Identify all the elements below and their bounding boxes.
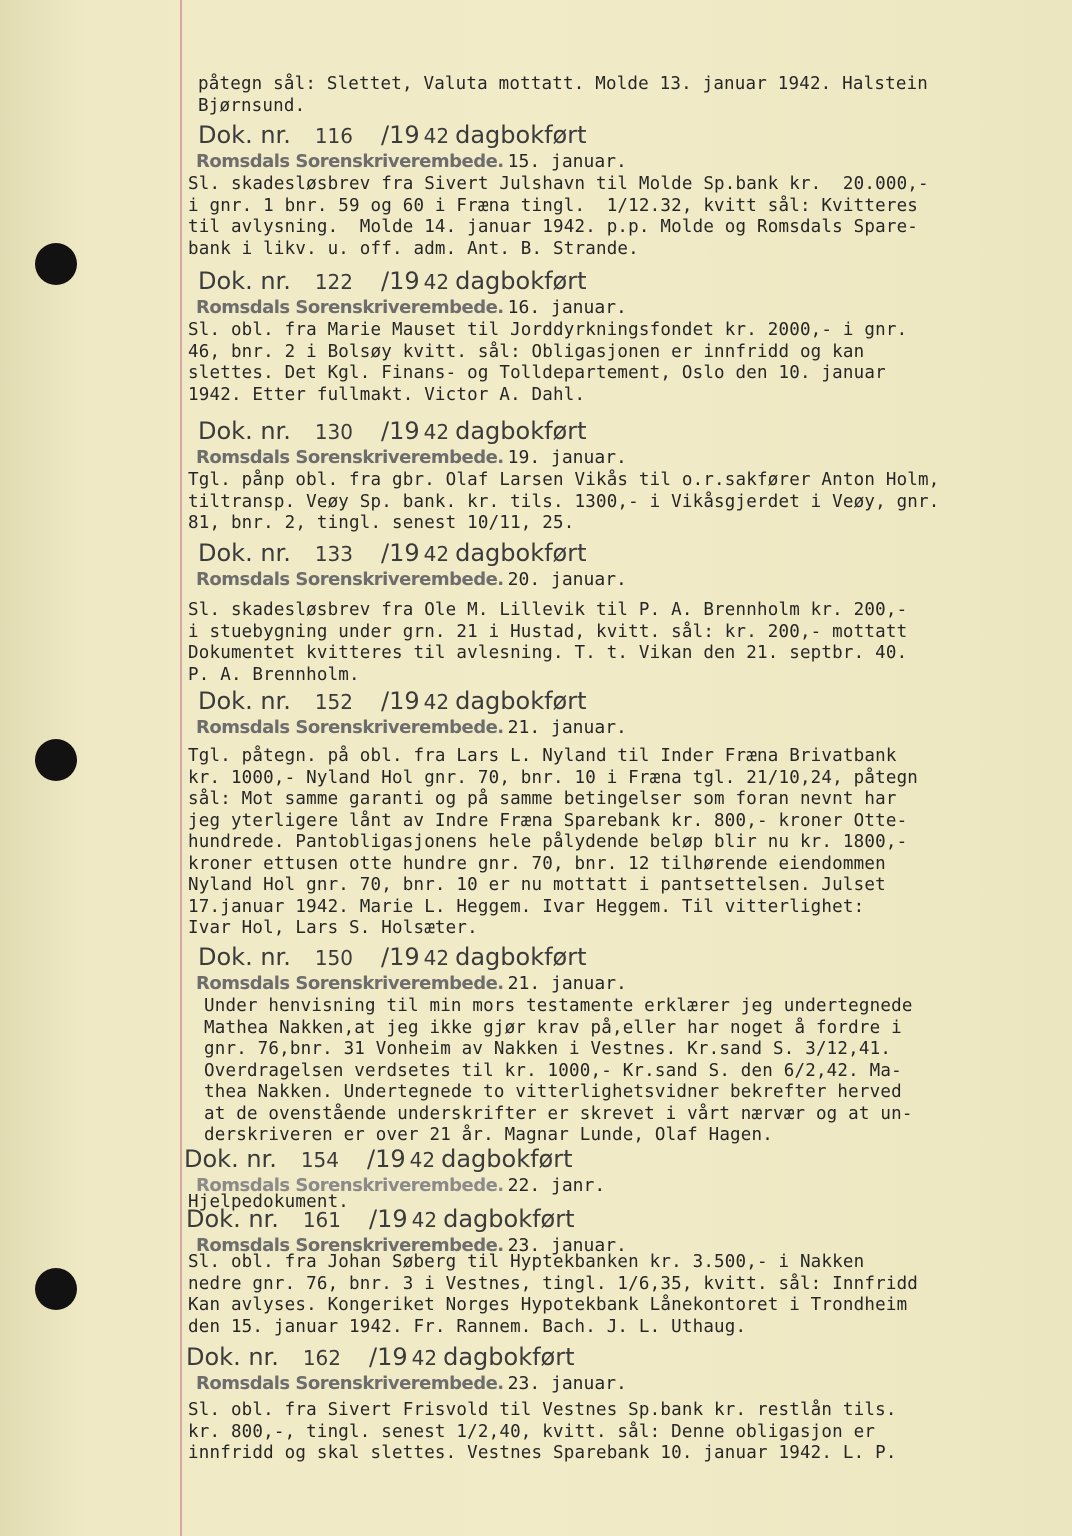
text-line: den 15. januar 1942. Fr. Rannem. Bach. J. L. Uthaug.: [188, 1316, 747, 1337]
year-suffix: 42: [423, 690, 450, 714]
text-line: Hjelpedokument.: [188, 1192, 350, 1212]
text-line: Sl. obl. fra Marie Mauset til Jorddyrkningsfondet kr. 2000,- i gnr.: [188, 320, 908, 340]
register-entry: [184, 266, 1048, 406]
entry-header: [184, 120, 1048, 150]
dok-label: Dok. nr.: [198, 417, 291, 445]
office-name: Romsdals Sorenskriverembede.: [196, 1373, 504, 1394]
entry-date: 23. januar.: [507, 1235, 627, 1256]
year-suffix: 42: [411, 1346, 438, 1370]
text-line: sål: Mot samme garanti og på samme betingelser som foran nevnt har: [188, 789, 897, 809]
text-line: 46, bnr. 2 i Bolsøy kvitt. sål: Obligasjonen er innfridd og kan: [188, 341, 865, 362]
status-stamp: dagbokført: [455, 943, 587, 971]
text-line: slettes. Det Kgl. Finans- og Tolldepartement, Oslo den 10. januar: [188, 363, 886, 383]
register-entry: [184, 538, 1048, 686]
year-prefix: /19: [381, 943, 420, 971]
punch-hole: [35, 739, 77, 781]
text-line: Bjørnsund.: [198, 95, 306, 116]
dok-label: Dok. nr.: [198, 687, 291, 715]
entry-header: [184, 1342, 1048, 1372]
text-line: derskriveren er over 21 år. Magnar Lunde, Olaf Hagen.: [204, 1125, 774, 1145]
entry-header: [184, 266, 1048, 296]
year-suffix: 42: [423, 542, 450, 566]
office-name: Romsdals Sorenskriverembede.: [196, 569, 504, 590]
text-line: i stuebygning under grn. 21 i Hustad, kvitt. sål: kr. 200,- mottatt: [188, 621, 908, 642]
status-stamp: dagbokført: [455, 121, 587, 149]
office-name: Romsdals Sorenskriverembede.: [196, 297, 504, 318]
text-line: Dokumentet kvitteres til avlesning. T. t. Vikan den 21. septbr. 40.: [188, 643, 908, 663]
register-entry: [184, 1204, 1048, 1338]
status-stamp: dagbokført: [455, 687, 587, 715]
dok-number: 162: [302, 1346, 342, 1370]
dok-number: 133: [314, 542, 354, 566]
entry-date: 21. januar.: [507, 973, 627, 994]
year-suffix: 42: [409, 1148, 436, 1172]
office-stamp: [196, 1372, 1048, 1396]
text-line: 1942. Etter fullmakt. Victor A. Dahl.: [188, 384, 586, 405]
entry-header: [184, 1204, 1048, 1234]
text-line: innfridd og skal slettes. Vestnes Sparebank 10. januar 1942. L. P.: [188, 1443, 897, 1463]
text-line: Kan avlyses. Kongeriket Norges Hypotekbank Lånekontoret i Trondheim: [188, 1295, 908, 1315]
dok-number: 150: [314, 946, 354, 970]
register-entry: [184, 686, 1048, 940]
year-prefix: /19: [381, 687, 420, 715]
dok-number: 116: [314, 124, 354, 148]
office-name: Romsdals Sorenskriverembede.: [196, 447, 504, 468]
office-stamp: [196, 716, 1048, 740]
text-line: til avlysning. Molde 14. januar 1942. p.p. Molde og Romsdals Spare-: [188, 217, 919, 237]
status-stamp: dagbokført: [455, 539, 587, 567]
text-line: Nyland Hol gnr. 70, bnr. 10 er nu mottatt i pantsettelsen. Julset: [188, 875, 886, 895]
text-line: 17.januar 1942. Marie L. Heggem. Ivar Heggem. Til vitterlighet:: [188, 896, 865, 917]
entry-date: 15. januar.: [507, 151, 627, 172]
entry-date: 16. januar.: [507, 297, 627, 318]
text-line: 81, bnr. 2, tingl. senest 10/11, 25.: [188, 513, 575, 533]
intro-paragraph: [184, 74, 1048, 117]
dok-number: 154: [300, 1148, 340, 1172]
office-name: Romsdals Sorenskriverembede.: [196, 717, 504, 738]
text-line: Tgl. påtegn. på obl. fra Lars L. Nyland til Inder Fræna Brivatbank: [188, 746, 897, 766]
text-line: Under henvisning til min mors testamente erklærer jeg undertegnede: [204, 996, 913, 1016]
register-entry: [184, 416, 1048, 535]
entry-header: [184, 942, 1048, 972]
text-line: Sl. obl. fra Sivert Frisvold til Vestnes Sp.bank kr. restlån tils.: [188, 1400, 897, 1420]
entry-date: 19. januar.: [507, 447, 627, 468]
text-line: Sl. skadesløsbrev fra Ole M. Lillevik til P. A. Brennholm kr. 200,-: [188, 600, 908, 620]
dok-number: 130: [314, 420, 354, 444]
text-line: jeg yterligere lånt av Indre Fræna Sparebank kr. 800,- kroner Otte-: [188, 810, 908, 831]
office-stamp: [196, 150, 1048, 174]
year-suffix: 42: [423, 270, 450, 294]
year-suffix: 42: [423, 946, 450, 970]
dok-label: Dok. nr.: [186, 1205, 279, 1233]
text-line: gnr. 76,bnr. 31 Vonheim av Nakken i Vestnes. Kr.sand S. 3/12,41.: [204, 1039, 892, 1059]
office-stamp: [196, 568, 1048, 592]
dok-label: Dok. nr.: [198, 121, 291, 149]
text-line: påtegn sål: Slettet, Valuta mottatt. Molde 13. januar 1942. Halstein: [198, 74, 929, 94]
punch-hole: [35, 243, 77, 285]
register-entry: [184, 120, 1048, 260]
text-line: i gnr. 1 bnr. 59 og 60 i Fræna tingl. 1/12.32, kvitt sål: Kvitteres: [188, 195, 919, 216]
entry-header: [184, 538, 1048, 568]
year-prefix: /19: [381, 267, 420, 295]
office-name: Romsdals Sorenskriverembede.: [196, 151, 504, 172]
year-prefix: /19: [381, 539, 420, 567]
year-prefix: /19: [369, 1205, 408, 1233]
year-suffix: 42: [423, 124, 450, 148]
office-stamp: [196, 296, 1048, 320]
text-line: Tgl. pånp obl. fra gbr. Olaf Larsen Vikås til o.r.sakfører Anton Holm,: [188, 470, 940, 490]
entry-header: [184, 686, 1048, 716]
text-line: bank i likv. u. off. adm. Ant. B. Strande.: [188, 238, 639, 259]
year-prefix: /19: [381, 121, 420, 149]
text-line: Sl. obl. fra Johan Søberg til Hyptekbanken kr. 3.500,- i Nakken: [188, 1252, 865, 1272]
text-line: Ivar Hol, Lars S. Holsæter.: [188, 918, 478, 938]
text-line: kroner ettusen otte hundre gnr. 70, bnr. 12 tilhørende eiendommen: [188, 853, 886, 874]
dok-label: Dok. nr.: [198, 267, 291, 295]
dok-number: 152: [314, 690, 354, 714]
text-line: hundrede. Pantobligasjonens hele pålydende beløp blir nu kr. 1800,-: [188, 832, 908, 852]
dok-number: 122: [314, 270, 354, 294]
text-line: nedre gnr. 76, bnr. 3 i Vestnes, tingl. 1/6,35, kvitt. sål: Innfridd: [188, 1273, 919, 1294]
office-name: Romsdals Sorenskriverembede.: [196, 1235, 504, 1256]
entry-header: [184, 1144, 1048, 1174]
text-line: Sl. skadesløsbrev fra Sivert Julshavn til Molde Sp.bank kr. 20.000,-: [188, 174, 929, 194]
year-prefix: /19: [369, 1343, 408, 1371]
text-line: Overdragelsen verdsetes til kr. 1000,- Kr.sand S. den 6/2,42. Ma-: [204, 1060, 902, 1081]
dok-label: Dok. nr.: [198, 539, 291, 567]
status-stamp: dagbokført: [455, 267, 587, 295]
dok-number: 161: [302, 1208, 342, 1232]
office-stamp: [196, 972, 1048, 996]
status-stamp: dagbokført: [441, 1145, 573, 1173]
entry-date: 22. janr.: [507, 1175, 606, 1196]
office-name: Romsdals Sorenskriverembede.: [196, 1175, 504, 1196]
year-suffix: 42: [423, 420, 450, 444]
margin-line: [180, 0, 182, 1536]
year-suffix: 42: [411, 1208, 438, 1232]
office-name: Romsdals Sorenskriverembede.: [196, 973, 504, 994]
text-line: kr. 800,-, tingl. senest 1/2,40, kvitt. sål: Denne obligasjon er: [188, 1421, 876, 1442]
office-stamp: [196, 446, 1048, 470]
register-entry: [184, 1342, 1048, 1465]
text-line: Mathea Nakken,at jeg ikke gjør krav på,eller har noget å fordre i: [204, 1017, 902, 1038]
text-line: tiltransp. Veøy Sp. bank. kr. tils. 1300,- i Vikåsgjerdet i Veøy, gnr.: [188, 491, 940, 512]
dok-label: Dok. nr.: [186, 1343, 279, 1371]
punch-hole: [35, 1268, 77, 1310]
text-line: at de ovenstående underskrifter er skrevet i vårt nærvær og at un-: [204, 1103, 913, 1124]
text-line: P. A. Brennholm.: [188, 664, 360, 685]
entry-header: [184, 416, 1048, 446]
entry-date: 21. januar.: [507, 717, 627, 738]
entry-date: 23. januar.: [507, 1373, 627, 1394]
year-prefix: /19: [381, 417, 420, 445]
text-line: kr. 1000,- Nyland Hol gnr. 70, bnr. 10 i Fræna tgl. 21/10,24, påtegn: [188, 767, 919, 788]
dok-label: Dok. nr.: [184, 1145, 277, 1173]
text-line: thea Nakken. Undertegnede to vitterlighetsvidner bekrefter herved: [204, 1082, 902, 1102]
status-stamp: dagbokført: [443, 1343, 575, 1371]
status-stamp: dagbokført: [455, 417, 587, 445]
dok-label: Dok. nr.: [198, 943, 291, 971]
status-stamp: dagbokført: [443, 1205, 575, 1233]
year-prefix: /19: [367, 1145, 406, 1173]
entry-date: 20. januar.: [507, 569, 627, 590]
register-entry: [184, 942, 1048, 1147]
